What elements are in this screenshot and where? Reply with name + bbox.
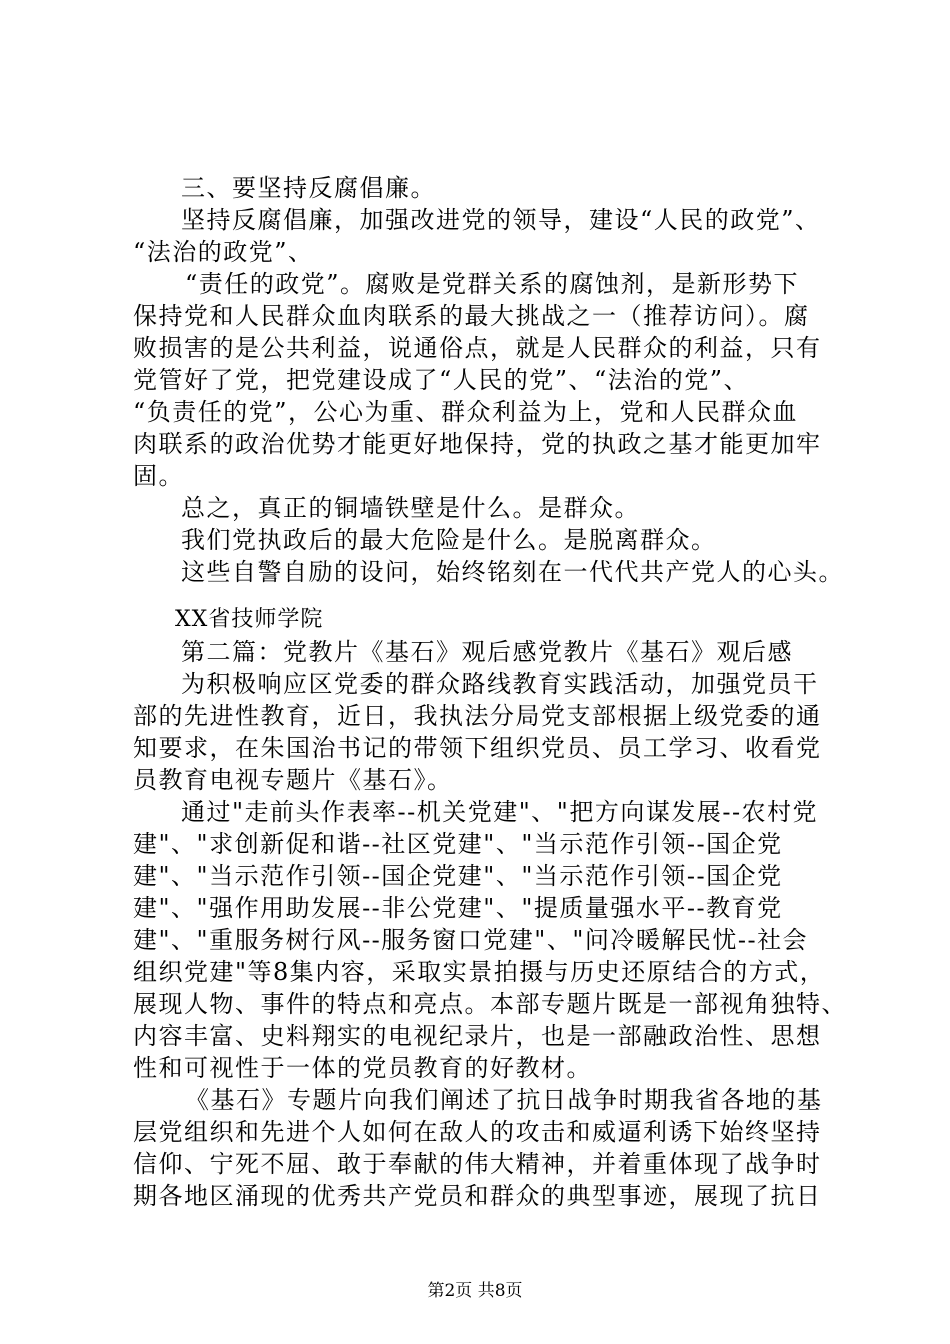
text-line: 固。 <box>133 462 184 490</box>
text-line: 组织党建"等8集内容，采取实景拍摄与历史还原结合的方式， <box>133 958 826 986</box>
text-line: 党管好了党，把党建设成了“人民的党”、“法治的党”、 <box>133 366 750 394</box>
paragraph <box>133 268 833 492</box>
section-heading: 三、要坚持反腐倡廉。 <box>181 174 436 202</box>
paragraph <box>133 668 833 796</box>
text-line: 性和可视性于一体的党员教育的好教材。 <box>133 1054 592 1082</box>
text-line: “法治的政党”、 <box>133 238 314 266</box>
text-line: 期各地区涌现的优秀共产党员和群众的典型事迹，展现了抗日 <box>133 1182 822 1210</box>
text-line: 肉联系的政治优势才能更好地保持，党的执政之基才能更加牢 <box>133 430 822 458</box>
text-line: “责任的政党”。腐败是党群关系的腐蚀剂，是新形势下 <box>185 270 800 298</box>
text-line: 总之，真正的铜墙铁壁是什么。是群众。 <box>181 494 640 522</box>
part2-title: 第二篇：党教片《基石》观后感党教片《基石》观后感 <box>181 638 793 666</box>
text-line: 层党组织和先进个人如何在敌人的攻击和威逼利诱下始终坚持 <box>133 1118 822 1146</box>
text-line: 败损害的是公共利益，说通俗点，就是人民群众的利益，只有 <box>133 334 822 362</box>
spacer <box>133 588 833 604</box>
text-line: 信仰、宁死不屈、敢于奉献的伟大精神，并着重体现了战争时 <box>133 1150 822 1178</box>
text-line: 通过"走前头作表率--机关党建"、"把方向谋发展--农村党 <box>181 798 819 826</box>
paragraph <box>133 796 847 1084</box>
text-line: 员教育电视专题片《基石》。 <box>133 766 453 794</box>
text-line: 建"、"强作用助发展--非公党建"、"提质量强水平--教育党 <box>133 894 783 922</box>
text-line: 建"、"重服务树行风--服务窗口党建"、"问冷暖解民忧--社会 <box>133 926 809 954</box>
text-line: 展现人物、事件的特点和亮点。本部专题片既是一部视角独特、 <box>133 990 847 1018</box>
text-line: 建"、"当示范作引领--国企党建"、"当示范作引领--国企党 <box>133 862 783 890</box>
text-line: 这些自警自励的设问，始终铭刻在一代代共产党人的心头。 <box>181 558 844 586</box>
text-line: 《基石》专题片向我们阐述了抗日战争时期我省各地的基 <box>185 1086 823 1114</box>
text-line: 为积极响应区党委的群众路线教育实践活动，加强党员干 <box>181 670 819 698</box>
text-line: 我们党执政后的最大危险是什么。是脱离群众。 <box>181 526 717 554</box>
paragraph <box>133 204 833 268</box>
document-body <box>133 172 847 1212</box>
text-line: 部的先进性教育，近日，我执法分局党支部根据上级党委的通 <box>133 702 822 730</box>
text-line: 知要求，在朱国治书记的带领下组织党员、员工学习、收看党 <box>133 734 822 762</box>
text-line: “负责任的党”，公心为重、群众利益为上，党和人民群众血 <box>133 398 799 426</box>
text-line: 建"、"求创新促和谐--社区党建"、"当示范作引领--国企党 <box>133 830 783 858</box>
page-footer: 第2页 共8页 <box>427 1281 523 1301</box>
text-line: 保持党和人民群众血肉联系的最大挑战之一（推荐访问）。腐 <box>133 302 810 330</box>
school-name: XX省技师学院 <box>175 607 324 632</box>
paragraph <box>133 1084 833 1212</box>
text-line: 内容丰富、史料翔实的电视纪录片，也是一部融政治性、思想 <box>133 1022 822 1050</box>
text-line: 坚持反腐倡廉，加强改进党的领导，建设“人民的政党”、 <box>181 206 821 234</box>
